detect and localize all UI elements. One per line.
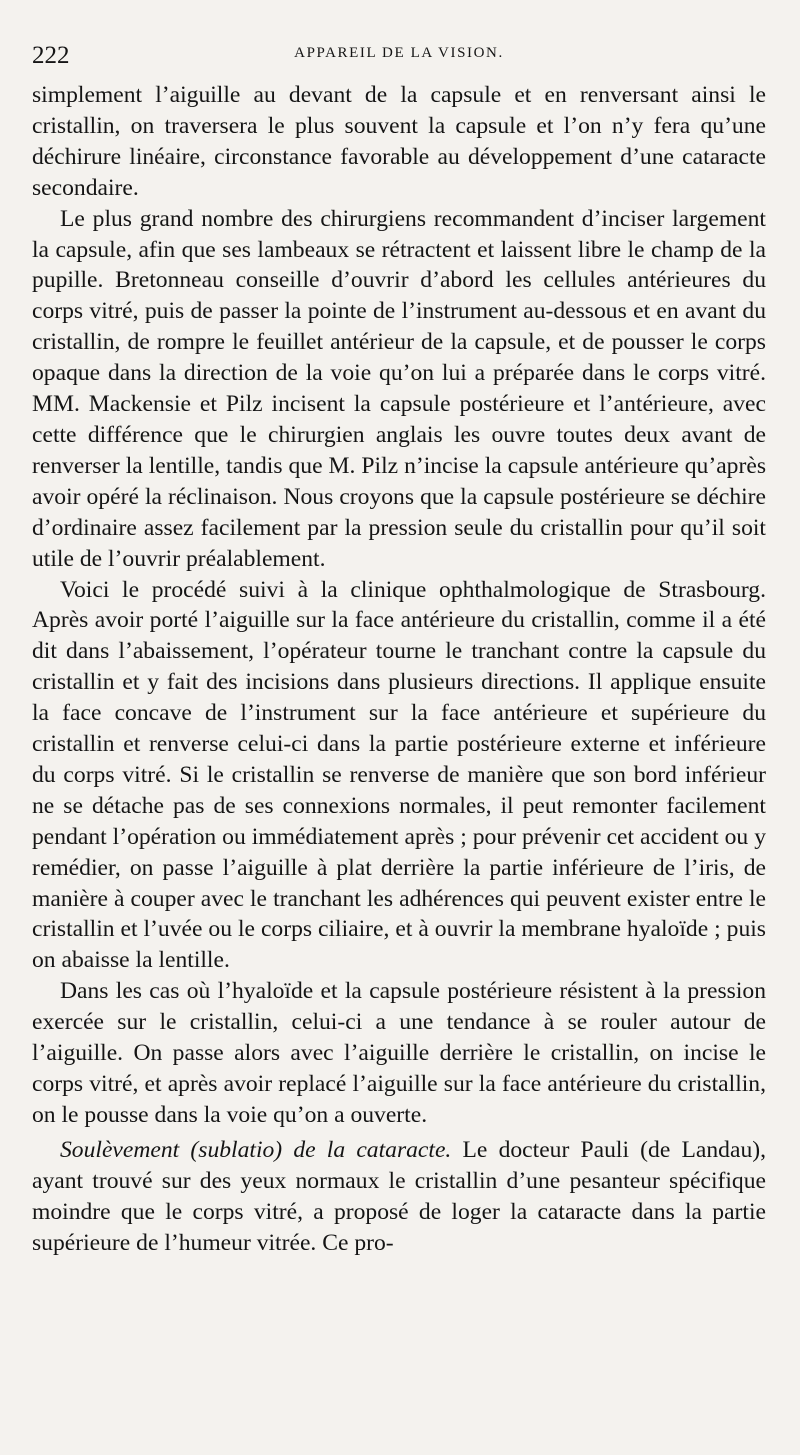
paragraph-hyaloid-resistance: Dans les cas où l’hyaloïde et la capsule postérieure résistent à la pression exercée sur le cristallin, celui-ci a une tendance à se rouler autour de l’aiguille. On passe alors avec l’aiguille derrière le cristallin, on incise le corps vitré, et après avoir replacé l’aiguille sur la face antérieure du cristallin, on le pousse dans la voie qu’on a ouverte. xyxy=(32,978,766,1128)
paragraph-sublatio xyxy=(32,1135,766,1259)
paragraph-continuation: simplement l’aiguille au devant de la capsule et en renversant ainsi le cristallin, on traversera le plus souvent la capsule et l’on n’y fera qu’une déchirure linéaire, circonstance favorable au développement d’une cataracte secondaire. xyxy=(32,82,766,201)
page-header xyxy=(32,36,766,80)
body-text xyxy=(32,80,766,1258)
page-number: 222 xyxy=(32,42,70,69)
section-run-in-heading: Soulèvement (sublatio) de la cataracte. xyxy=(60,1136,452,1163)
running-title: APPAREIL DE LA VISION. xyxy=(294,45,504,61)
paragraph-capsule-incision: Le plus grand nombre des chirurgiens recommandent d’inciser largement la capsule, afin que ses lambeaux se rétractent et laissent libre le champ de la pupille. Bretonneau conseille d’ouvrir d’abord les cellules antérieures du corps vitré, puis de passer la pointe de l’instrument au-dessous et en avant du cristallin, de rompre le feuillet antérieur de la capsule, et de pousser le corps opaque dans la direction de la voie qu’on lui a préparée dans le corps vitré. MM. Mackensie et Pilz incisent la capsule postérieure et l’antérieure, avec cette différence que le chirurgien anglais les ouvre toutes deux avant de renverser la lentille, tandis que M. Pilz n’incise la capsule antérieure qu’après avoir opéré la réclinaison. Nous croyons que la capsule postérieure se déchire d’ordinaire assez facilement par la pression seule du cristallin pour qu’il soit utile de l’ouvrir préalablement. xyxy=(32,205,766,572)
paragraph-strasbourg-procedure: Voici le procédé suivi à la clinique ophthalmologique de Strasbourg. Après avoir porté l’aiguille sur la face antérieure du cristallin, comme il a été dit dans l’abaissement, l’opérateur tourne le tranchant contre la capsule du cristallin et y fait des incisions dans plusieurs directions. Il applique ensuite la face concave de l’instrument sur la face antérieure et supérieure du cristallin et renverse celui-ci dans la partie postérieure externe et inférieure du corps vitré. Si le cristallin se renverse de manière que son bord inférieur ne se détache pas de ses connexions normales, il peut remonter facilement pendant l’opération ou immédiatement après ; pour prévenir cet accident ou y remédier, on passe l’aiguille à plat derrière la partie inférieure de l’iris, de manière à couper avec le tranchant les adhérences qui peuvent exister entre le cristallin et l’uvée ou le corps ciliaire, et à ouvrir la membrane hyaloïde ; puis on abaisse la lentille. xyxy=(32,576,766,974)
paragraph-sublatio-text: Le docteur Pauli (de Landau), ayant trouvé sur des yeux normaux le cristallin d’une pesanteur spécifique moindre que le corps vitré, a proposé de loger la cataracte dans la partie supérieure de l’humeur vitrée. Ce pro- xyxy=(32,1136,766,1256)
